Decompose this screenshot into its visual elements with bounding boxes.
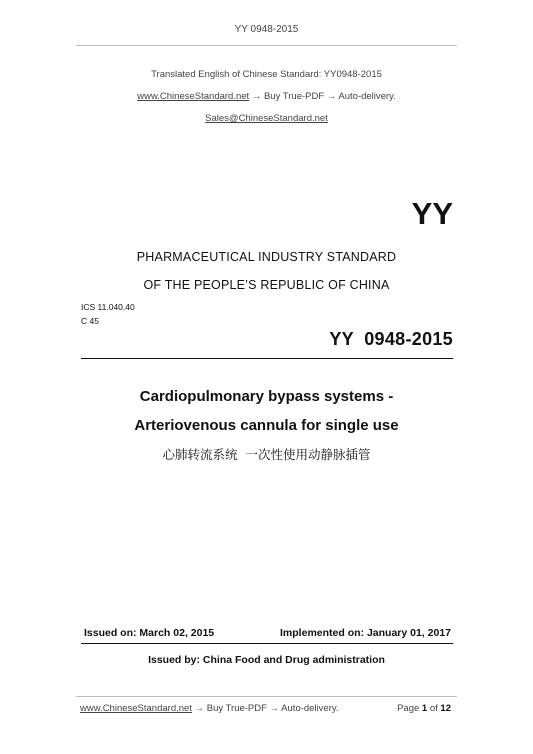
page-total: 12 <box>440 703 451 714</box>
translated-notice: Translated English of Chinese Standard: YY0948-2015 <box>151 69 382 80</box>
footer-divider <box>76 696 457 697</box>
page-current: 1 <box>421 703 428 714</box>
running-header: YY 0948-2015 <box>234 24 299 35</box>
standard-type-line1: PHARMACEUTICAL INDUSTRY STANDARD <box>136 250 397 264</box>
buy-text: → Buy True-PDF → Auto-delivery. <box>249 91 396 102</box>
page-indicator <box>397 703 451 714</box>
ccs-code: C 45 <box>81 316 99 326</box>
page-label: Page <box>397 703 420 714</box>
chinese-standard-link[interactable]: www.ChineseStandard.net <box>137 91 250 102</box>
standard-number: YY 0948-2015 <box>329 329 453 349</box>
ics-code: ICS 11.040.40 <box>81 302 135 312</box>
implemented-on-date: Implemented on: January 01, 2017 <box>280 627 451 639</box>
footer-chinese-standard-link[interactable]: www.ChineseStandard.net <box>80 703 192 714</box>
standard-number-divider <box>81 358 453 359</box>
issued-by: Issued by: China Food and Drug administration <box>148 654 385 666</box>
document-title-line1: Cardiopulmonary bypass systems - <box>139 388 394 405</box>
standard-type-line2: OF THE PEOPLE’S REPUBLIC OF CHINA <box>143 278 390 292</box>
buy-line <box>0 91 533 102</box>
category-code: YY <box>411 196 453 231</box>
sales-email-link[interactable]: Sales@ChineseStandard.net <box>205 113 328 124</box>
header-divider <box>76 45 457 46</box>
document-title-line2: Arteriovenous cannula for single use <box>134 417 399 434</box>
page-of: of <box>429 703 438 714</box>
document-title-chinese: 心肺转流系统 一次性使用动静脉插管 <box>162 447 371 462</box>
sales-line <box>0 113 533 124</box>
dates-divider <box>81 643 453 644</box>
issued-on-date: Issued on: March 02, 2015 <box>84 627 215 639</box>
footer-buy-line <box>80 703 339 714</box>
footer-buy-text: → Buy True-PDF → Auto-delivery. <box>191 703 339 714</box>
